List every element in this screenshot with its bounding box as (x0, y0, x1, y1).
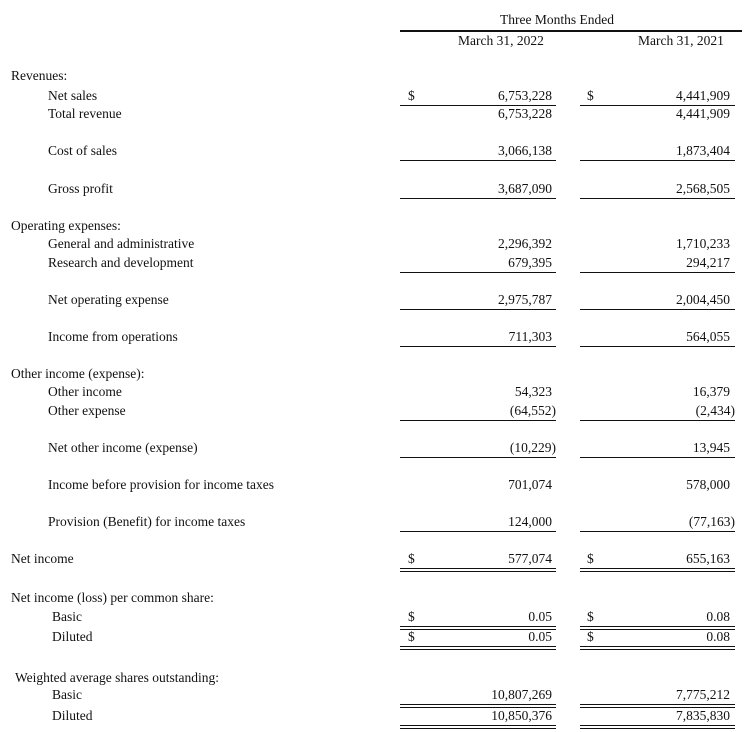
value-2021-net-income: 655,163 (686, 551, 730, 566)
underline (400, 309, 556, 310)
header-rule (400, 30, 742, 32)
section-other-income-expense: Other income (expense): (11, 366, 145, 381)
value-2022-research-dev: 679,395 (508, 255, 552, 270)
underline (580, 160, 735, 161)
row-label-net-income: Net income (11, 551, 74, 566)
double-underline (400, 725, 556, 729)
underline (580, 531, 735, 532)
column-header-2022: March 31, 2022 (458, 33, 544, 48)
value-2022-net-income: 577,074 (508, 551, 552, 566)
row-label-was-basic: Basic (52, 687, 82, 702)
row-label-eps-basic: Basic (52, 609, 82, 624)
currency-symbol: $ (587, 551, 594, 566)
underline (400, 160, 556, 161)
row-label-income-before-tax: Income before provision for income taxes (48, 477, 275, 492)
underline (580, 457, 735, 458)
value-2022-net-operating-expense: 2,975,787 (498, 292, 552, 307)
value-2021-provision-tax: (77,163) (688, 514, 735, 529)
currency-symbol: $ (408, 609, 415, 624)
currency-symbol: $ (408, 629, 415, 644)
double-underline (400, 646, 556, 650)
underline (400, 346, 556, 347)
row-label-net-other: Net other income (expense) (48, 440, 198, 455)
row-label-cost-of-sales: Cost of sales (48, 143, 117, 158)
value-2021-other-income: 16,379 (692, 384, 730, 399)
currency-symbol: $ (408, 551, 415, 566)
value-2021-gross-profit: 2,568,505 (676, 181, 730, 196)
double-underline (580, 568, 735, 572)
underline (400, 198, 556, 199)
value-2021-total-revenue: 4,441,909 (676, 106, 730, 121)
underline (400, 531, 556, 532)
row-label-other-income: Other income (48, 384, 122, 399)
section-eps: Net income (loss) per common share: (11, 590, 214, 605)
value-2021-income-from-operations: 564,055 (686, 329, 730, 344)
value-2022-net-sales: 6,753,228 (498, 88, 552, 103)
value-2022-net-other: (10,229) (509, 440, 556, 455)
section-operating-expenses: Operating expenses: (11, 218, 121, 233)
period-header: Three Months Ended (500, 12, 614, 27)
double-underline (580, 725, 735, 729)
value-2022-gross-profit: 3,687,090 (498, 181, 552, 196)
row-label-provision-tax: Provision (Benefit) for income taxes (48, 514, 246, 529)
currency-symbol: $ (587, 609, 594, 624)
underline (400, 457, 556, 458)
value-2022-eps-basic: 0.05 (528, 609, 552, 624)
value-2022-total-revenue: 6,753,228 (498, 106, 552, 121)
row-label-net-operating-expense: Net operating expense (48, 292, 169, 307)
value-2022-income-before-tax: 701,074 (508, 477, 552, 492)
value-2021-was-diluted: 7,835,830 (676, 708, 730, 723)
value-2021-eps-basic: 0.08 (706, 609, 730, 624)
row-label-income-from-operations: Income from operations (48, 329, 178, 344)
row-label-other-expense: Other expense (48, 403, 126, 418)
value-2021-income-before-tax: 578,000 (686, 477, 730, 492)
row-label-eps-diluted: Diluted (52, 629, 93, 644)
value-2021-net-operating-expense: 2,004,450 (676, 292, 730, 307)
underline (580, 198, 735, 199)
value-2021-net-sales: 4,441,909 (676, 88, 730, 103)
currency-symbol: $ (408, 88, 415, 103)
value-2021-was-basic: 7,775,212 (676, 687, 730, 702)
section-weighted-shares: Weighted average shares outstanding: (15, 670, 219, 685)
value-2022-was-basic: 10,807,269 (491, 687, 552, 702)
currency-symbol: $ (587, 629, 594, 644)
row-label-general-admin: General and administrative (48, 236, 195, 251)
value-2022-eps-diluted: 0.05 (528, 629, 552, 644)
double-underline (400, 568, 556, 572)
section-revenues: Revenues: (11, 68, 68, 83)
double-underline (580, 646, 735, 650)
currency-symbol: $ (587, 88, 594, 103)
underline (400, 420, 556, 421)
row-label-net-sales: Net sales (48, 88, 98, 103)
row-label-gross-profit: Gross profit (48, 181, 113, 196)
column-header-2021: March 31, 2021 (638, 33, 724, 48)
row-label-total-revenue: Total revenue (48, 106, 122, 121)
value-2022-was-diluted: 10,850,376 (491, 708, 552, 723)
value-2021-cost-of-sales: 1,873,404 (676, 143, 730, 158)
value-2022-other-income: 54,323 (514, 384, 552, 399)
value-2021-net-other: 13,945 (692, 440, 730, 455)
value-2022-cost-of-sales: 3,066,138 (498, 143, 552, 158)
value-2021-other-expense: (2,434) (695, 403, 735, 418)
value-2022-general-admin: 2,296,392 (498, 236, 552, 251)
value-2022-provision-tax: 124,000 (508, 514, 552, 529)
underline (580, 309, 735, 310)
value-2021-eps-diluted: 0.08 (706, 629, 730, 644)
underline (580, 272, 735, 273)
underline (400, 272, 556, 273)
value-2021-general-admin: 1,710,233 (676, 236, 730, 251)
value-2022-other-expense: (64,552) (509, 403, 556, 418)
row-label-research-dev: Research and development (48, 255, 194, 270)
underline (580, 420, 735, 421)
underline (580, 346, 735, 347)
row-label-was-diluted: Diluted (52, 708, 93, 723)
value-2022-income-from-operations: 711,303 (508, 329, 552, 344)
value-2021-research-dev: 294,217 (686, 255, 730, 270)
